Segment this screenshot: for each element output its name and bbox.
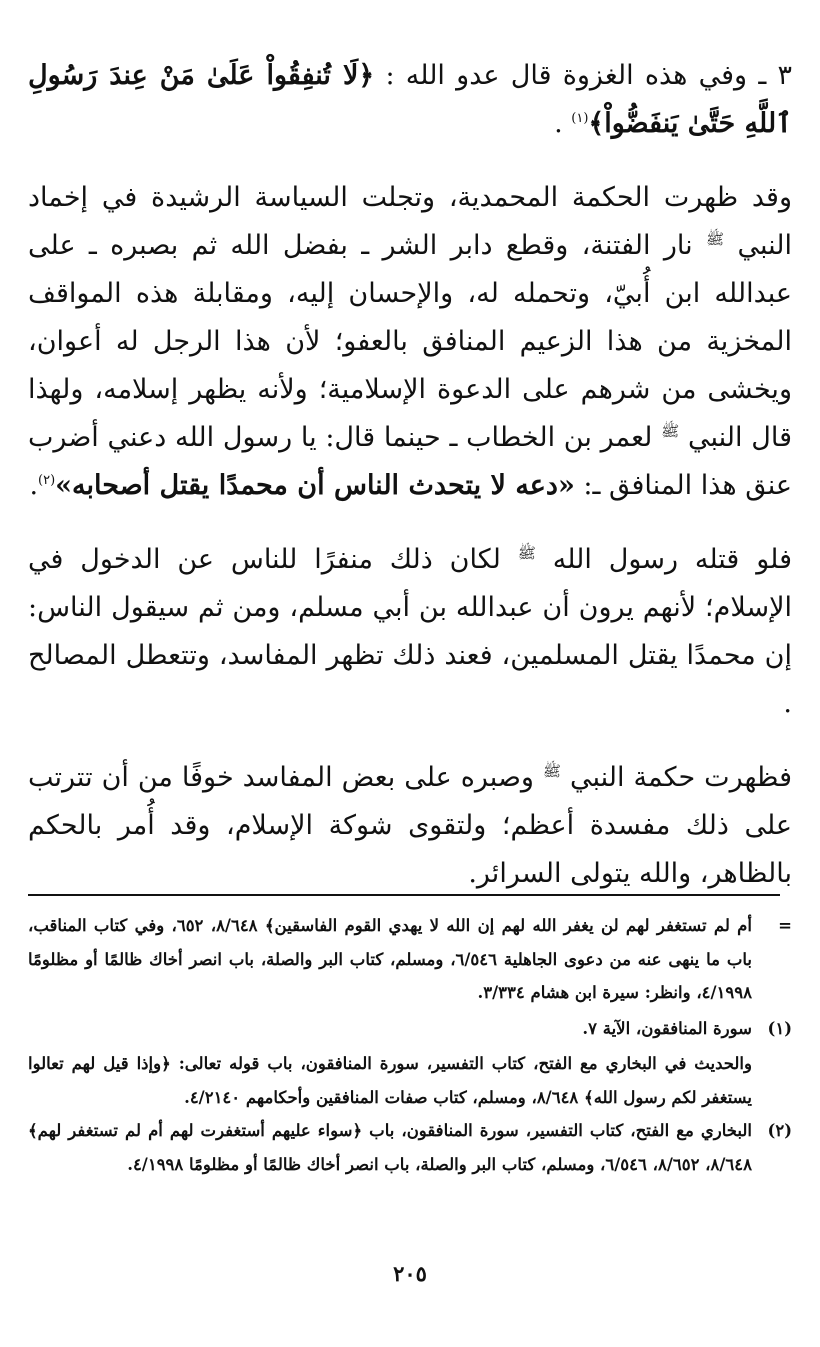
- footnotes: [28, 909, 792, 1183]
- footnote-1-detail: والحديث في البخاري مع الفتح، كتاب التفسير، سورة المنافقون، باب قوله تعالى: ﴿وإذا قيل لهم تعالوا يستغفر لكم رسول الله﴾ ٨/٦٤٨، ومسلم، كتاب صفات المنافقين وأحكامهم ٤/٢١٤٠.: [28, 1054, 752, 1107]
- paragraph-2: [28, 174, 792, 510]
- paragraph-2-text-3: لعمر بن الخطاب ـ حينما قال: يا رسول الله دعني أضرب عنق هذا المنافق ـ:: [28, 422, 792, 501]
- paragraph-3-text-2: لكان ذلك منفرًا للناس عن الدخول في الإسلام؛ لأنهم يرون أن عبدالله بن أبي مسلم، ومن ثم سيقول الناس: إن محمدًا يقتل المسلمين، فعند ذلك تظهر المفاسد، وتتعطل المصالح .: [28, 544, 792, 719]
- footnote-mark: =: [778, 916, 792, 935]
- quran-verse: ﴿لَا تُنفِقُواْ عَلَىٰ مَنْ عِندَ رَسُولِ ٱللَّهِ حَتَّىٰ يَنفَضُّواْ﴾: [28, 60, 792, 139]
- paragraph-4-text-2: وصبره على بعض المفاسد خوفًا من أن تترتب على ذلك مفسدة أعظم؛ ولتقوى شوكة الإسلام، وقد أُمر بالحكم بالظاهر، والله يتولى السرائر.: [28, 762, 792, 889]
- paragraph-1: [28, 52, 792, 148]
- footnote-text: البخاري مع الفتح، كتاب التفسير، سورة المنافقون، باب ﴿سواء عليهم أستغفرت لهم أم لم تستغفر لهم﴾ ٨/٦٤٨، ٨/٦٥٢، ٦/٥٤٦، ومسلم، كتاب البر والصلة، باب انصر أخاك ظالمًا أو مظلومًا ٤/١٩٩٨.: [28, 1121, 752, 1174]
- page-content: [28, 52, 793, 1286]
- paragraph-1-lead: ٣ ـ وفي هذه الغزوة قال عدو الله :: [374, 60, 793, 91]
- footnote-divider: [28, 894, 780, 896]
- footnote-mark: (١): [767, 1018, 792, 1038]
- main-text: [28, 52, 792, 898]
- footnote-2: [28, 1114, 792, 1181]
- salutation-glyph: ﷺ: [661, 422, 680, 440]
- salutation-glyph: ﷺ: [705, 230, 725, 248]
- paragraph-2-tail: .: [29, 470, 39, 501]
- footnote-text: أم لم تستغفر لهم لن يغفر الله لهم إن الله لا يهدي القوم الفاسقين﴾ ٨/٦٤٨، ٦٥٢، وفي كتاب المناقب، باب ما ينهى عنه من دعوى الجاهلية ٦/٥٤٦، ومسلم، كتاب البر والصلة، باب انصر أخاك ظالمًا أو مظلومًا ٤/١٩٩٨، وانظر: سيرة ابن هشام ٣/٣٣٤.: [28, 916, 752, 1002]
- hadith-quote: «دعه لا يتحدث الناس أن محمدًا يقتل أصحابه»: [55, 470, 575, 501]
- paragraph-3-text-1: فلو قتله رسول الله: [535, 544, 792, 575]
- footnote-mark: (٢): [767, 1121, 792, 1140]
- paragraph-3: [28, 536, 792, 728]
- paragraph-4: [28, 754, 792, 898]
- footnote-continuation: [28, 909, 792, 1010]
- footnote-ref-2[interactable]: (٢): [38, 473, 56, 488]
- paragraph-2-text-1: وقد ظهرت الحكمة المحمدية، وتجلت السياسة الرشيدة في إخماد النبي: [28, 182, 792, 261]
- salutation-glyph: ﷺ: [517, 544, 536, 562]
- paragraph-1-tail: .: [554, 108, 572, 139]
- footnote-1: [28, 1012, 792, 1046]
- paragraph-2-text-2: نار الفتنة، وقطع دابر الشر ـ بفضل الله ثم بصبره ـ على عبدالله ابن أُبيّ، وتحمله له، والإحسان إليه، ومقابلة هذه المواقف المخزية من هذا الزعيم المنافق بالعفو؛ لأن هذا الرجل له أعوان، ويخشى من شرهم على الدعوة الإسلامية؛ ولأنه يظهر إسلامه، ولهذا قال النبي: [28, 230, 792, 453]
- page-number: ٢٠٥: [393, 1261, 427, 1286]
- paragraph-4-text-1: فظهرت حكمة النبي: [561, 762, 792, 793]
- footnote-ref-1[interactable]: (١): [571, 111, 589, 126]
- salutation-glyph: ﷺ: [542, 762, 562, 780]
- footnote-text: سورة المنافقون، الآية ٧.: [582, 1018, 752, 1038]
